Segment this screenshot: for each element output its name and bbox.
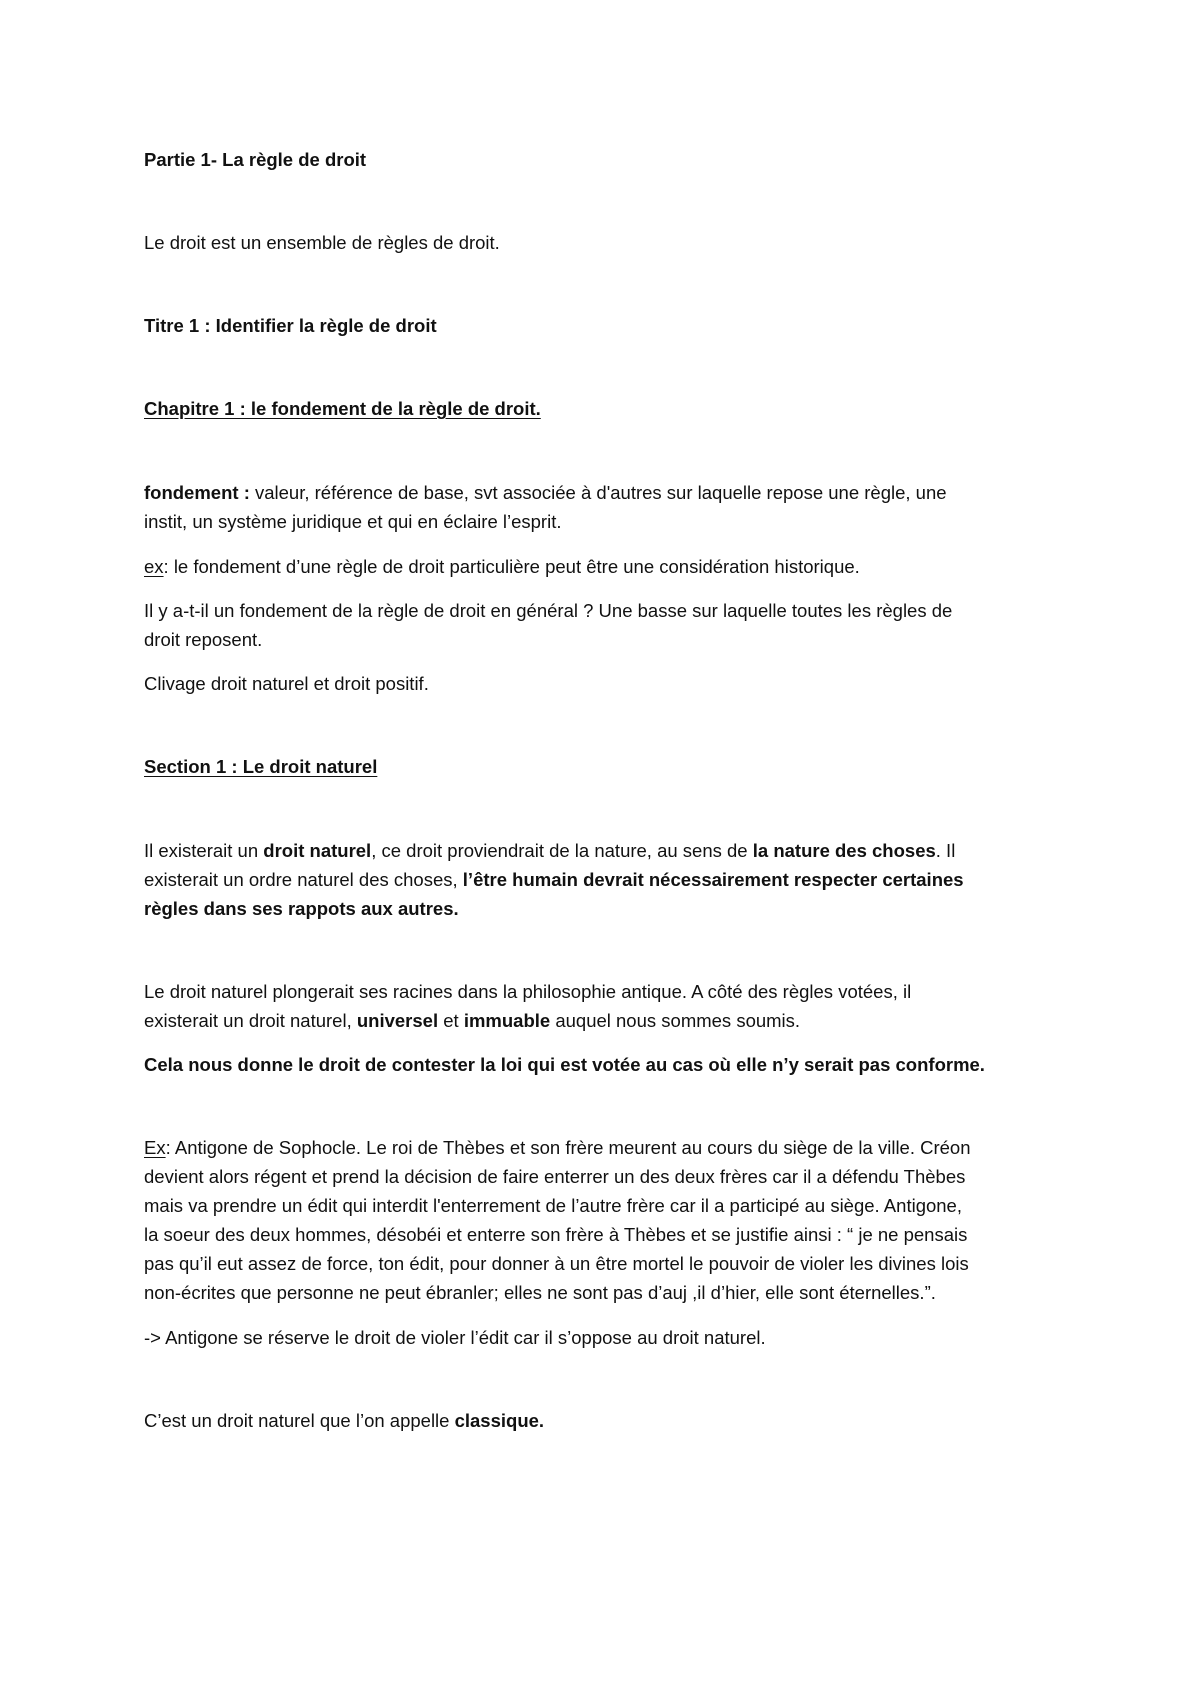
natural-text-a: Il existerait un [144,840,264,861]
example-label: ex [144,556,164,577]
question-line-2: droit reposent. [144,629,263,650]
antigone-text-1: : Antigone de Sophocle. Le roi de Thèbes et son frère meurent au cours du siège de la ville. Créon [165,1137,971,1158]
contest-line: Cela nous donne le droit de contester la loi qui est votée au cas où elle n’y serait pas conforme. [144,1054,985,1075]
title-heading: Titre 1 : Identifier la règle de droit [144,315,437,336]
antique-text-c: et [438,1010,464,1031]
conclusion-line: -> Antigone se réserve le droit de violer l’édit car il s’oppose au droit naturel. [144,1327,766,1348]
antique-text-a: existerait un droit naturel, [144,1010,357,1031]
natural-line-3: règles dans ses rappots aux autres. [144,898,459,919]
antigone-label: Ex [144,1137,166,1158]
clivage-line: Clivage droit naturel et droit positif. [144,673,429,694]
chapter-heading: Chapitre 1 : le fondement de la règle de droit. [144,398,541,419]
section-heading: Section 1 : Le droit naturel [144,756,378,777]
intro-paragraph: Le droit est un ensemble de règles de droit. [144,232,500,253]
classic-period: . [538,1410,545,1431]
definition-line-1 [144,478,1064,507]
definition-term: fondement : [144,482,250,503]
antique-line-1: Le droit naturel plongerait ses racines dans la philosophie antique. A côté des règles votées, il [144,981,912,1002]
classic-line [144,1406,1064,1435]
natural-line-1 [144,836,1064,865]
antique-bold-universel: universel [356,1010,439,1031]
example-text: : le fondement d’une règle de droit particulière peut être une considération historique. [163,556,860,577]
classic-text-a: C’est un droit naturel que l’on appelle [144,1410,455,1431]
natural-bold-nature-des-choses: la nature des choses [752,840,936,861]
natural-line-2 [144,865,1064,894]
antigone-line-4: la soeur des deux hommes, désobéi et enterre son frère à Thèbes et se justifie ainsi : “ je ne pensais [144,1224,968,1245]
antigone-line-5: pas qu’il eut assez de force, ton édit, pour donner à un être mortel le pouvoir de violer les divines lois [144,1253,969,1274]
natural-bold-etre-humain: l’être humain devrait nécessairement respecter certaines [462,869,964,890]
antigone-line-1 [144,1133,1064,1162]
example-line [144,552,1064,581]
classic-bold: classique [454,1410,539,1431]
natural-text-e: . Il [935,840,956,861]
antigone-line-3: mais va prendre un édit qui interdit l'enterrement de l’autre frère car il a participé au siège. Antigone, [144,1195,962,1216]
antique-line-2 [144,1006,1064,1035]
natural-text-c: , ce droit proviendrait de la nature, au sens de [371,840,753,861]
definition-line-2: instit, un système juridique et qui en éclaire l’esprit. [144,511,562,532]
antigone-line-2: devient alors régent et prend la décision de faire enterrer un des deux frères car il a défendu Thèbes [144,1166,966,1187]
part-heading: Partie 1- La règle de droit [144,149,367,170]
antigone-line-6: non-écrites que personne ne peut ébranler; elles ne sont pas d’auj ,il d’hier, elle sont éternelles.”. [144,1282,936,1303]
question-line-1: Il y a-t-il un fondement de la règle de droit en général ? Une basse sur laquelle toutes les règles de [144,600,953,621]
antique-text-e: auquel nous sommes soumis. [550,1010,801,1031]
antique-bold-immuable: immuable [463,1010,551,1031]
natural-text-2a: existerait un ordre naturel des choses, [144,869,463,890]
definition-text: valeur, référence de base, svt associée à d'autres sur laquelle repose une règle, une [249,482,947,503]
natural-bold-droit-naturel: droit naturel [263,840,372,861]
